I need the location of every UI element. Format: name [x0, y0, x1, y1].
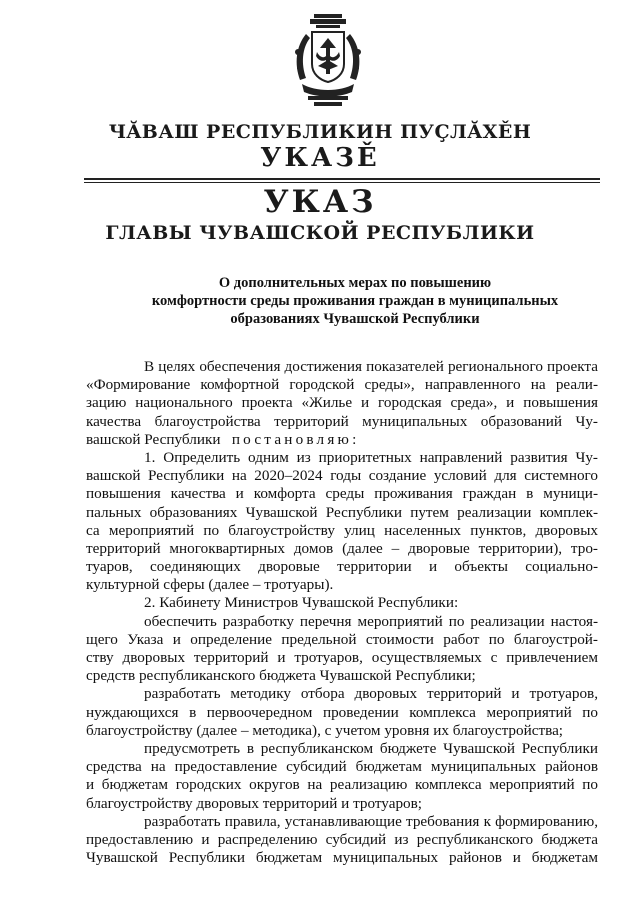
body-line: благоустройству (далее – методика), с учетом уровня их благоустройства;: [86, 721, 564, 739]
body-line: предусмотреть в республиканском бюджете Чувашской Республики: [144, 739, 598, 757]
body-line: разработать правила, устанавливающие требования к формированию,: [144, 812, 598, 830]
body-line: 2. Кабинету Министров Чувашской Республики:: [144, 594, 459, 612]
body-line: культурной сферы (далее – тротуары).: [86, 576, 334, 594]
body-line: разработать методику отбора дворовых территорий и тротуаров,: [144, 685, 598, 703]
body-line: качества благоустройства территорий муниципальных образований Чу-: [86, 412, 598, 430]
body-line: са мероприятий по благоустройству улиц населенных пунктов, дворовых: [86, 521, 598, 539]
header-russian-line1: УКАЗ: [263, 184, 377, 220]
body-line: туаров, соединяющих дворовые территории и объекты социально-: [86, 558, 598, 576]
body-line: зацию национального проекта «Жилье и городская среда», и повышения: [86, 394, 598, 412]
document-body: [86, 358, 598, 867]
body-line: вашской Республики на 2020–2024 годы создание условий для системного: [86, 467, 598, 485]
body-line: Чувашской Республики бюджетам муниципальных районов и бюджетам: [86, 849, 598, 867]
header-chuvash-line1: ЧĂВАШ РЕСПУБЛИКИН ПУҪЛĂХĚН: [108, 121, 532, 143]
title-line: образованиях Чувашской Республики: [230, 311, 480, 327]
document-title: [120, 274, 590, 328]
body-text: вашской Республики: [86, 430, 221, 448]
coat-of-arms-emblem: [292, 12, 364, 110]
body-line: территорий многоквартирных домов (далее – дворовые территории), тро-: [86, 539, 598, 557]
body-line: В целях обеспечения достижения показателей регионального проекта: [144, 358, 598, 375]
decree-word: постановляю:: [231, 430, 360, 448]
body-line: средства на предоставление субсидий бюджетам муниципальных районов: [86, 758, 598, 776]
header-divider-thin: [84, 182, 600, 183]
body-line: щего Указа и определение предельной стоимости работ по благоустрой-: [86, 630, 598, 648]
header-chuvash-line2: УКАЗĚ: [260, 143, 380, 173]
title-line: комфортности среды проживания граждан в муниципальных: [151, 293, 559, 309]
body-line: благоустройству дворовых территорий и тротуаров;: [86, 794, 423, 812]
body-line: 1. Определить одним из приоритетных направлений развития Чу-: [144, 448, 598, 466]
body-line: пальных образованиях Чувашской Республики путем реализации комплек-: [86, 503, 598, 521]
body-line: повышения качества и комфорта среды проживания граждан в муници-: [86, 485, 598, 503]
body-line: и бюджетам городских округов на реализацию комплекса мероприятий по: [86, 776, 598, 794]
body-line: «Формирование комфортной городской среды», направленного на реали-: [86, 376, 598, 394]
header-divider: [84, 178, 600, 180]
body-line: средств республиканского бюджета Чувашской Республики;: [86, 667, 476, 685]
body-line: предоставлению и распределению субсидий из республиканского бюджета: [86, 830, 598, 848]
header-russian-line2: ГЛАВЫ ЧУВАШСКОЙ РЕСПУБЛИКИ: [105, 222, 535, 244]
body-line: нуждающихся в первоочередном проведении комплекса мероприятий по: [86, 703, 598, 721]
body-line: обеспечить разработку перечня мероприятий по реализации настоя-: [144, 612, 598, 630]
title-line: О дополнительных мерах по повышению: [218, 275, 492, 291]
body-line: [86, 431, 598, 449]
body-line: ству дворовых территорий и тротуаров, осуществляемых с привлечением: [86, 649, 598, 666]
